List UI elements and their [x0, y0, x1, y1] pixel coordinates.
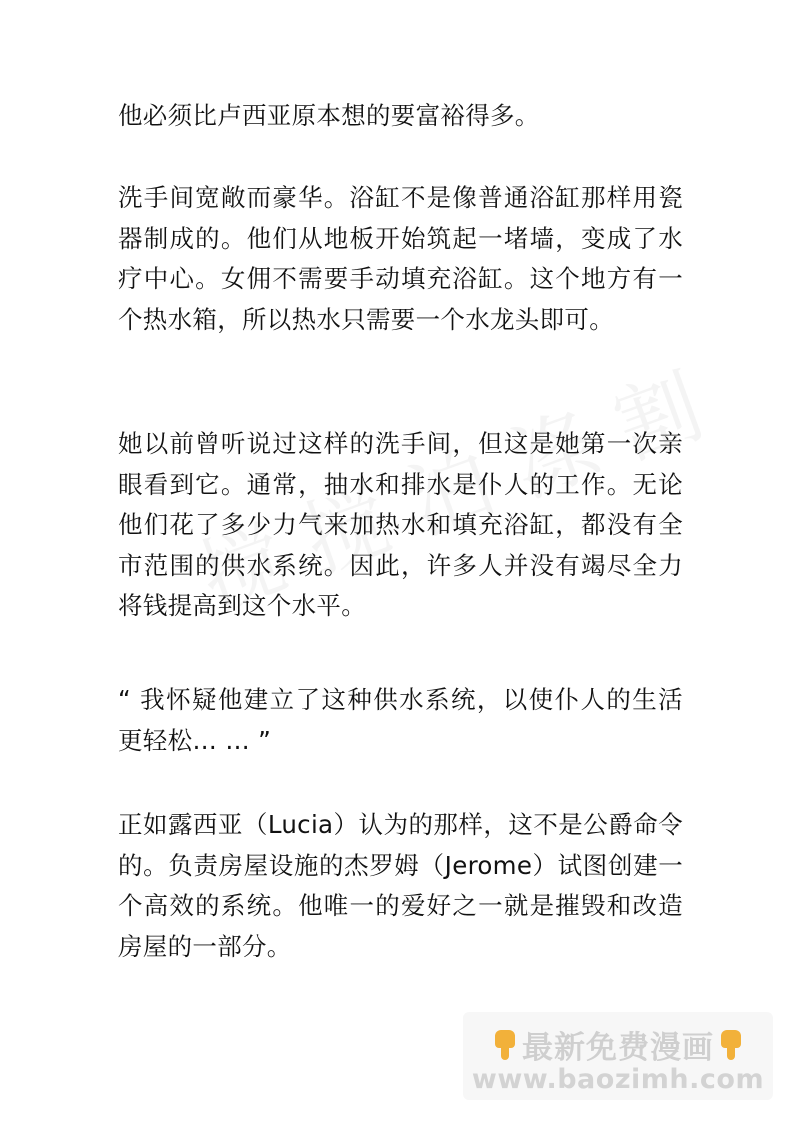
pointing-down-hand-icon: [718, 1028, 744, 1062]
badge-title-row: [463, 1022, 773, 1067]
paragraph-1: 他必须比卢西亚原本想的要富裕得多。: [118, 101, 540, 130]
badge-url: www.baozimh.com: [471, 1064, 765, 1095]
paragraph-4-quote: “ 我怀疑他建立了这种供水系统，以使仆人的生活更轻松… … ”: [118, 685, 683, 755]
paragraph-5: 正如露西亚（Lucia）认为的那样，这不是公爵命令的。负责房屋设施的杰罗姆（Jerome）试图创建一个高效的系统。他唯一的爱好之一就是摧毁和改造房屋的一部分。: [118, 810, 683, 961]
pointing-down-hand-icon: [492, 1028, 518, 1062]
paragraph-3: 她以前曾听说过这样的洗手间，但这是她第一次亲眼看到它。通常，抽水和排水是仆人的工作。无论他们花了多少力气来加热水和填充浴缸，都没有全市范围的供水系统。因此，许多人并没有竭尽全力将钱提高到这个水平。: [118, 429, 683, 620]
badge-title: 最新免费漫画: [522, 1030, 714, 1066]
watermark-badge: [463, 1012, 773, 1100]
paragraph-2: 洗手间宽敞而豪华。浴缸不是像普通浴缸那样用瓷器制成的。他们从地板开始筑起一堵墙，变成了水疗中心。女佣不需要手动填充浴缸。这个地方有一个热水箱，所以热水只需要一个水龙头即可。: [118, 183, 683, 334]
